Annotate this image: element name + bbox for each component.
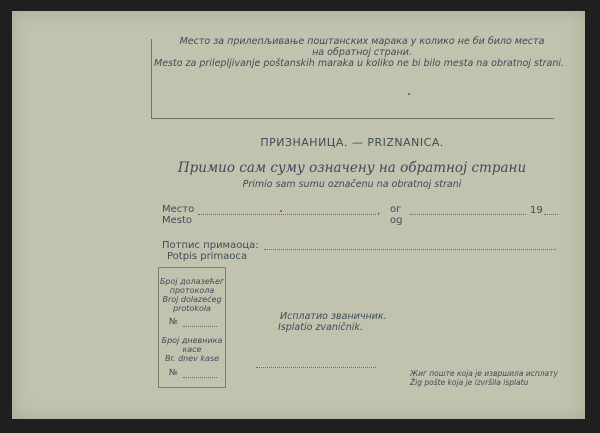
protocol-label-lat-2: protokola: [173, 304, 211, 313]
protocol-label-cyr-1: Број долазећег: [159, 277, 225, 286]
date-prefix-cyr: ог: [390, 204, 402, 215]
ink-mark: [280, 210, 282, 212]
received-sum-cyr: Примио сам суму означену на обратној страни: [177, 160, 527, 176]
year-line: [544, 214, 558, 215]
receipt-card: [12, 11, 585, 419]
signature-line: [264, 249, 556, 250]
place-label-lat: Mesto: [162, 215, 193, 226]
received-sum-lat: Primio sam sumu označenu na obratnoj strani: [242, 179, 462, 190]
protocol-number-sign: №: [169, 317, 178, 327]
stamp-area-separator: [151, 118, 554, 119]
date-line: [410, 214, 526, 215]
stamp-area-text-cyr-1: Место за прилепљивање поштанских марака у колико не би било места: [179, 36, 545, 47]
post-seal-cyr: Жиг поште која је извршила исплату: [410, 369, 558, 378]
ink-dot: [408, 93, 410, 95]
post-seal-lat: Žig pošte koja je izvršila isplatu: [410, 378, 529, 387]
protocol-number-line: [183, 326, 217, 327]
stamp-area-border-left: [151, 39, 152, 119]
paid-by-line: [256, 367, 376, 368]
signature-label-lat: Potpis primaoca: [167, 251, 248, 262]
paid-by-lat: Isplatio zvaničnik.: [278, 322, 363, 333]
stamp-area-text-lat: Mesto za prilepljivanje poštanskih maraka u koliko ne bi bilo mesta na obratnoj strani.: [154, 58, 565, 69]
protocol-label-cyr-2: протокола: [169, 286, 215, 295]
place-line: [198, 214, 376, 215]
paid-by-cyr: Исплатио званичник.: [280, 311, 387, 322]
cash-label-lat: Br. dnev kase: [164, 354, 220, 363]
signature-label-cyr: Потпис примаоца:: [162, 240, 259, 251]
stamp-area-text-cyr-2: на обратној страни.: [312, 47, 412, 58]
date-prefix-lat: og: [390, 215, 403, 226]
cash-number-sign: №: [169, 368, 178, 378]
receipt-title: ПРИЗНАНИЦА. — PRIZNANICA.: [260, 136, 444, 149]
year-prefix: 19: [530, 205, 543, 216]
place-label-cyr: Место: [162, 204, 195, 215]
cash-label-cyr-1: Број дневника: [161, 336, 223, 345]
cash-label-cyr-2: касе: [182, 345, 202, 354]
place-comma: ,: [377, 206, 381, 217]
protocol-label-lat-1: Broj dolazećeg: [162, 295, 222, 304]
cash-number-line: [183, 377, 217, 378]
